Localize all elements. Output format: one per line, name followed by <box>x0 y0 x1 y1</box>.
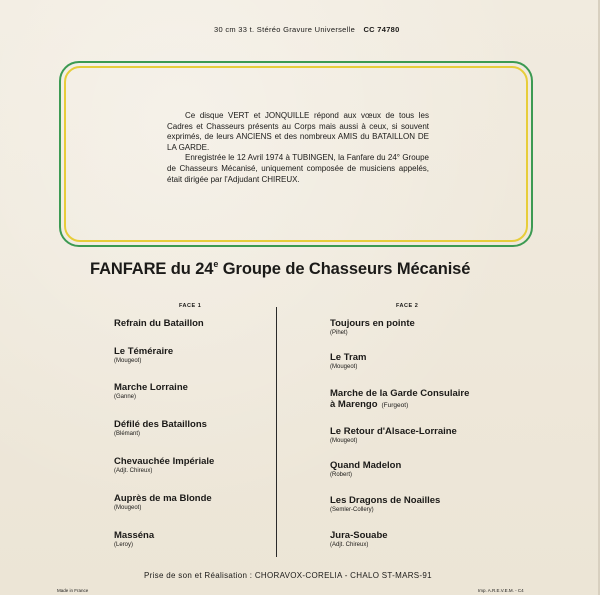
face2-track-4 <box>330 426 457 445</box>
catalog-specs: 30 cm 33 t. Stéréo Gravure Universelle <box>214 25 356 34</box>
track-title-line-2 <box>330 399 469 411</box>
title-part-1: FANFARE du 24 <box>90 260 214 278</box>
track-composer: (Pihet) <box>330 330 348 336</box>
title-superscript: e <box>213 259 219 269</box>
catalog-number: CC 74780 <box>363 25 400 34</box>
track-composer: (Mougeot) <box>114 358 142 364</box>
face2-track-3 <box>330 388 469 411</box>
track-composer: (Robert) <box>330 472 353 478</box>
track-composer: (Blémant) <box>114 431 141 437</box>
track-composer: (Mougeot) <box>330 364 358 370</box>
face1-track-2 <box>114 346 173 365</box>
recording-credit: Prise de son et Réalisation : CHORAVOX-CORELIA - CHALO ST-MARS-91 <box>144 571 432 580</box>
made-in-label: Made in France <box>57 588 89 593</box>
track-title: Toujours en pointe <box>330 318 415 329</box>
catalog-line <box>214 25 400 34</box>
track-composer: (Mougeot) <box>330 438 358 444</box>
track-title: Le Tram <box>330 352 367 363</box>
track-title: Le Retour d'Alsace-Lorraine <box>330 426 457 437</box>
track-title: Refrain du Bataillon <box>114 318 204 329</box>
track-title: Auprès de ma Blonde <box>114 493 212 504</box>
face1-track-6 <box>114 493 212 512</box>
face2-track-7 <box>330 530 388 549</box>
face1-track-3 <box>114 382 188 401</box>
title-part-2: Groupe de Chasseurs Mécanisé <box>218 260 471 278</box>
printer-label: Imp. A.R.E.V.E.M. - C4 <box>478 588 524 593</box>
face1-track-4 <box>114 419 207 438</box>
face2-track-1 <box>330 318 415 337</box>
track-title: Défilé des Bataillons <box>114 419 207 430</box>
intro-paragraph-1: Ce disque VERT et JONQUILLE répond aux vœux de tous les Cadres et Chasseurs présents au Corps mais aussi à ceux, si souvent exprimés, de leurs ANCIENS et des nombreux AMIS du BATAILLON DE LA GARDE. <box>167 111 429 152</box>
track-composer: (Ganne) <box>114 394 137 400</box>
track-title: Les Dragons de Noailles <box>330 495 441 506</box>
track-title: Marche de la Garde Consulaire <box>330 388 470 399</box>
face2-track-2 <box>330 352 366 371</box>
track-composer: (Adjt. Chireux) <box>114 468 153 474</box>
track-title: Quand Madelon <box>330 460 402 471</box>
face-1-label: FACE 1 <box>179 303 202 309</box>
column-divider <box>276 307 277 557</box>
album-title <box>90 259 530 279</box>
track-composer: (Furgeot) <box>381 402 409 409</box>
track-title-cont: à Marengo <box>330 399 378 410</box>
track-composer: (Semler-Collery) <box>330 507 374 513</box>
track-title: Chevauchée Impériale <box>114 456 215 467</box>
intro-text <box>167 111 429 185</box>
track-title: Le Téméraire <box>114 346 174 357</box>
track-composer: (Mougeot) <box>114 505 142 511</box>
face1-track-1 <box>114 318 204 329</box>
track-composer: (Adjt. Chireux) <box>330 542 369 548</box>
face2-track-6 <box>330 495 440 514</box>
track-composer: (Leroy) <box>114 542 134 548</box>
face1-track-5 <box>114 456 214 475</box>
face-2-label: FACE 2 <box>396 303 419 309</box>
face2-track-5 <box>330 460 401 479</box>
intro-paragraph-2: Enregistrée le 12 Avril 1974 à TUBINGEN, la Fanfare du 24° Groupe de Chasseurs Mécanisé, uniquement composée de musiciens appelés, était dirigée par l'Adjudant CHIREUX. <box>167 153 429 184</box>
face1-track-7 <box>114 530 154 549</box>
track-title: Jura-Souabe <box>330 530 388 541</box>
track-title: Masséna <box>114 530 155 541</box>
track-title: Marche Lorraine <box>114 382 188 393</box>
